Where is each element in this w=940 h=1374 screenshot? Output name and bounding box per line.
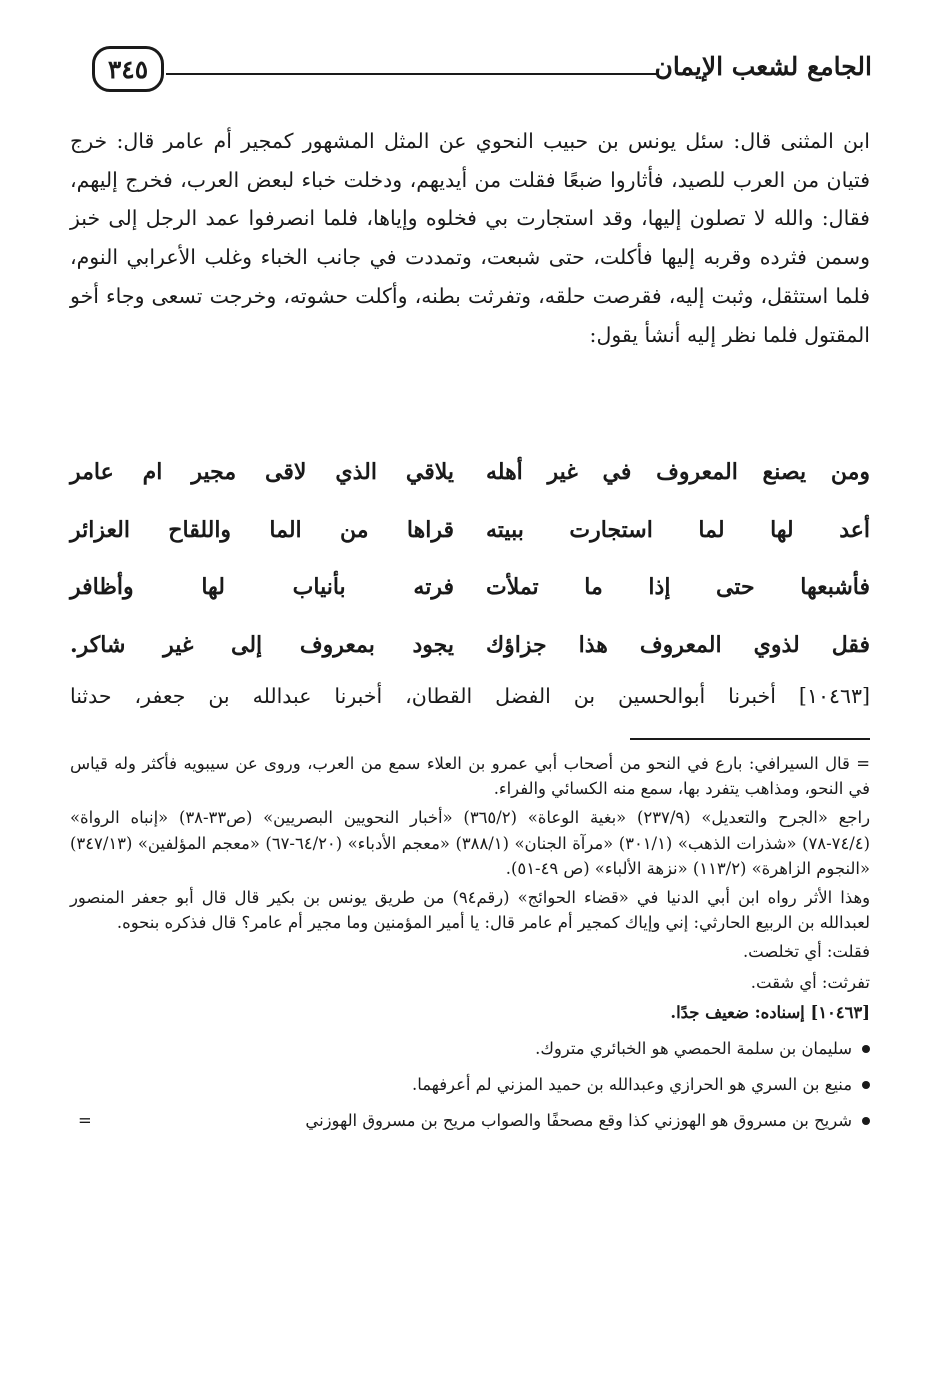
narrator-list (70, 1035, 870, 1135)
footnotes (70, 751, 870, 1143)
verse-first-hemistich: فقل لذوي المعروف هذا جزاؤك (486, 631, 870, 658)
body-paragraph: ابن المثنى قال: سئل يونس بن حبيب النحوي عن المثل المشهور كمجير أم عامر قال: خرج فتيان من العرب للصيد، فأثاروا ضبعًا فقلت من أيديهم، ودخلت خباء لبعض العرب، فخرج إليهم، فقال: والله لا تصلون إليها، وقد استجارت بي فخلوه وإياها، فلما انصرفوا عمد الرجل إلى خبز وسمن فثرده وقربه إليها فأكلت، حتى شبعت، وتمددت في جانب الخباء وغلب الأعرابي النوم، فلما استثقل، وثبت إليه، فقرصت حلقه، وتفرثت بطنه، وأكلت حشوته، وخرجت تسعى وجاء أخو المقتول فلما نظر إليه أنشأ يقول: (70, 129, 870, 347)
poem-verse (70, 616, 870, 674)
verse-second-hemistich: يجود بمعروف إلى غير شاكر. (70, 631, 454, 658)
footnote-gloss: فقلت: أي تخلصت. (742, 942, 870, 962)
narration-line: [١٠٤٦٣] أخبرنا أبوالحسين بن الفضل القطان، أخبرنا عبدالله بن جعفر، حدثنا (70, 684, 870, 708)
poem-verse (70, 558, 870, 616)
list-item (70, 1035, 870, 1063)
page-header (92, 44, 872, 104)
footnote-references: راجع «الجرح والتعديل» (٢٣٧/٩) «بغية الوعاة» (٣٦٥/٢) «أخبار النحويين البصريين» (ص٣٣-٣٨) «إنباه الرواة» (٧٤/٤-٧٨) «شذرات الذهب» (٣٠١/١) «مرآة الجنان» (٣٨٨/١) «معجم الأدباء» (٦٤/٢٠-٦٧) «معجم المؤلفين» (٣٤٧/١٣) «النجوم الزاهرة» (١١٣/٢) «نزهة الألباء» (ص ٤٩-٥١). (70, 808, 870, 878)
list-item-text: سليمان بن سلمة الحمصي هو الخبائري متروك. (535, 1039, 852, 1059)
verse-first-hemistich: أعد لها لما استجارت ببيته (486, 516, 870, 543)
continuation-mark: = (78, 1111, 92, 1131)
list-item-text: شريح بن مسروق هو الهوزني كذا وقع مصحفًا والصواب مريح بن مسروق الهوزني (305, 1111, 852, 1131)
bullet-icon (862, 1117, 870, 1125)
bullet-icon (862, 1045, 870, 1053)
page-number: ٣٤٥ (92, 46, 164, 92)
footnote-rule (630, 738, 870, 740)
footnote-gloss: تفرثت: أي شقت. (750, 972, 870, 992)
footnote-sirafi: = قال السيرافي: بارع في النحو من أصحاب أبي عمرو بن العلاء سمع من العرب، وروى عن سيبويه فأكثر وله قياس في النحو، ومذاهب يتفرد بها، سمع منه الكسائي والفراء. (70, 754, 870, 799)
poem (70, 443, 870, 674)
main-text (70, 122, 870, 354)
bullet-icon (862, 1081, 870, 1089)
verse-second-hemistich: قراها من الما واللقاح العزائر (70, 516, 454, 543)
header-rule (166, 73, 657, 75)
poem-verse (70, 443, 870, 501)
isnad-heading: [١٠٤٦٣] إسناده: ضعيف جدًا. (670, 1002, 870, 1022)
running-head: الجامع لشعب الإيمان (654, 52, 872, 81)
verse-second-hemistich: فرته بأنياب لها وأظافر (70, 574, 454, 601)
list-item (70, 1107, 870, 1135)
verse-second-hemistich: يلاقي الذي لاقى مجير ام عامر (70, 458, 454, 485)
verse-first-hemistich: ومن يصنع المعروف في غير أهله (486, 458, 870, 485)
verse-first-hemistich: فأشبعها حتى إذا ما تملأت (486, 574, 870, 601)
poem-verse (70, 501, 870, 559)
list-item-text: منيع بن السري هو الحرازي وعبدالله بن حميد المزني لم أعرفهما. (411, 1075, 852, 1095)
footnote-athar: وهذا الأثر رواه ابن أبي الدنيا في «قضاء الحوائج» (رقم٩٤) من طريق يونس بن بكير قال قال أبو جعفر المنصور لعبدالله بن الربيع الحارثي: إني وإياك كمجير أم عامر قال: يا أمير المؤمنين وما مجير أم عامر؟ قال فذكره بنحوه. (70, 888, 871, 933)
list-item (70, 1071, 870, 1099)
